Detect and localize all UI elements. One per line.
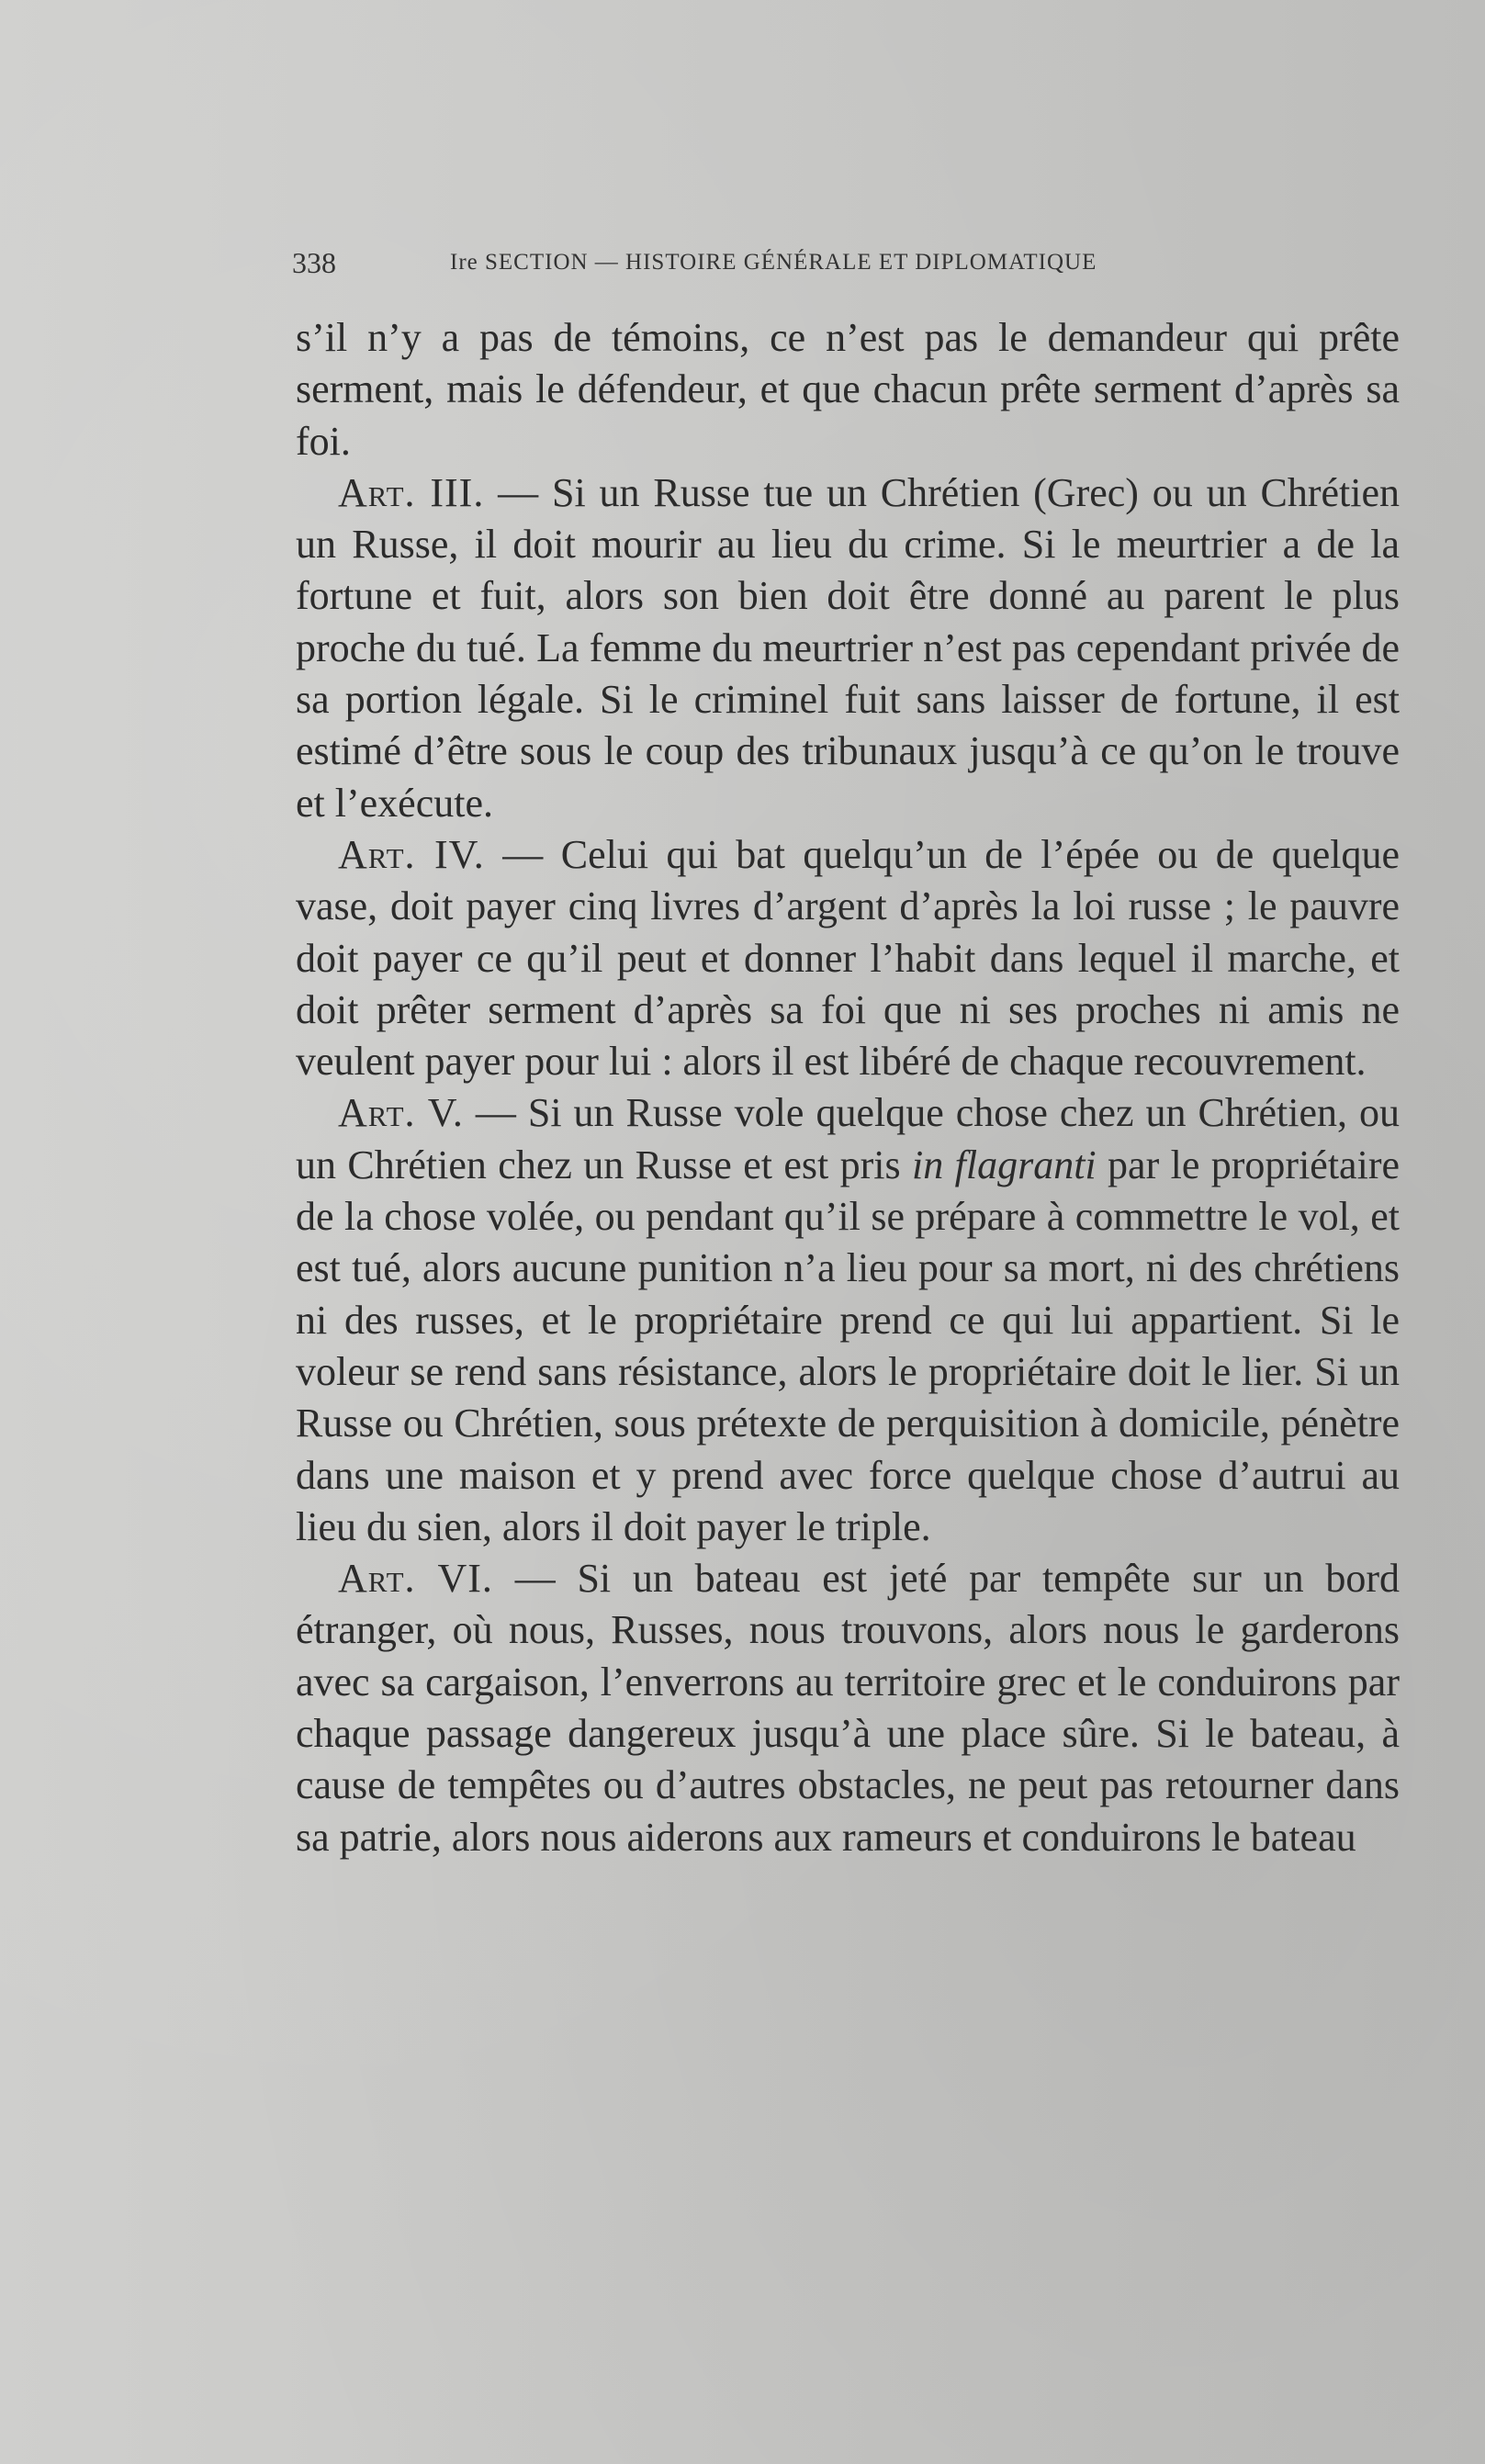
article-v	[296, 1087, 1400, 1553]
article-text: — Si un Russe tue un Chrétien (Grec) ou un Chrétien un Russe, il doit mourir au lieu du crime. Si le meurtrier a de la fortune et fuit, alors son bien doit être donné au parent le plus proche du tué. La femme du meurtrier n’est pas cependant privée de sa portion légale. Si le criminel fuit sans laisser de fortune, il est estimé d’être sous le coup des tribunaux jusqu’à ce qu’on le trouve et l’exécute.	[296, 469, 1400, 826]
article-label: Art. IV.	[338, 831, 485, 877]
paragraph-text: s’il n’y a pas de témoins, ce n’est pas le demandeur qui prête serment, mais le défendeur, et que chacun prête serment d’après sa foi.	[296, 315, 1400, 464]
article-label: Art. V.	[338, 1090, 464, 1136]
article-vi	[296, 1553, 1400, 1863]
article-text-italic: in flagranti	[912, 1142, 1097, 1187]
paragraph-continuation	[296, 312, 1400, 467]
running-head	[292, 246, 1220, 283]
article-text: — Si un bateau est jeté par tempête sur un bord étranger, où nous, Russes, nous trouvons, alors nous le garderons avec sa cargaison, l’enverrons au territoire grec et le conduirons par chaque passage dangereux jusqu’à une place sûre. Si le bateau, à cause de tempêtes ou d’autres obstacles, ne peut pas retourner dans sa patrie, alors nous aiderons aux rameurs et conduirons le bateau	[296, 1556, 1401, 1860]
article-label: Art. VI.	[338, 1556, 493, 1602]
article-text-before: — Si un Russe vole quelque chose chez un Chrétien, ou un Chrétien chez un Russe et est pris	[296, 1090, 1401, 1187]
page-number: 338	[292, 246, 336, 279]
section-title: Ire SECTION — HISTOIRE GÉNÉRALE ET DIPLOMATIQUE	[450, 250, 1097, 275]
article-text: — Celui qui bat quelqu’un de l’épée ou de quelque vase, doit payer cinq livres d’argent d’après la loi russe ; le pauvre doit payer ce qu’il peut et donner l’habit dans lequel il marche, et doit prêter serment d’après sa foi que ni ses proches ni amis ne veulent payer pour lui : alors il est libéré de chaque recouvrement.	[296, 831, 1400, 1085]
article-iv	[296, 829, 1400, 1087]
article-label: Art. III.	[338, 469, 485, 515]
article-text-after: par le propriétaire de la chose volée, ou pendant qu’il se prépare à commettre le vol, et est tué, alors aucune punition n’a lieu pour sa mort, ni des chrétiens ni des russes, et le propriétaire prend ce qui lui appartient. Si le voleur se rend sans résistance, alors le propriétaire doit le lier. Si un Russe ou Chrétien, sous prétexte de perquisition à domicile, pénètre dans une maison et y prend avec force quelque chose d’autrui au lieu du sien, alors il doit payer le triple.	[296, 1142, 1400, 1549]
article-iii	[296, 467, 1400, 829]
body-text	[296, 312, 1400, 1863]
